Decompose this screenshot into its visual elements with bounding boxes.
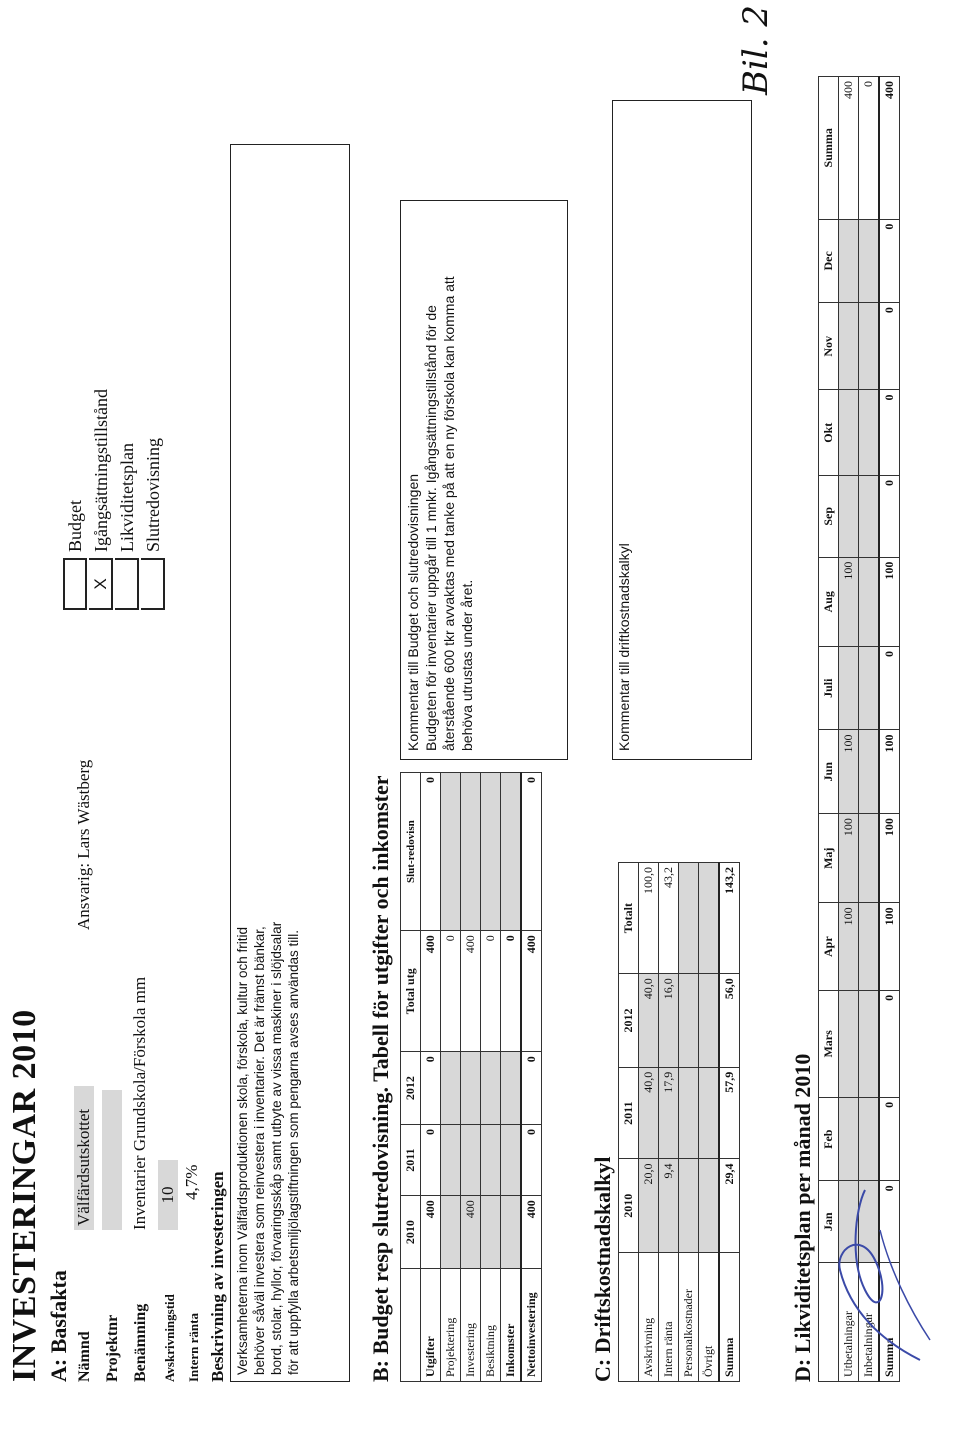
check-likviditetsplan[interactable] [114, 389, 140, 610]
section-c-heading: C: Driftskostnadskalkyl [590, 1156, 615, 1382]
row-label: Inbetalningar [859, 1263, 880, 1382]
column-header: 2011 [401, 1124, 421, 1195]
table-cell: 0 [879, 390, 900, 476]
namnd-label: Nämnd [76, 1331, 93, 1382]
table-cell: 100 [839, 557, 859, 646]
table-cell: 100 [879, 730, 900, 814]
table-cell: 0 [879, 1097, 900, 1181]
table-cell [481, 1124, 501, 1195]
table-cell [679, 863, 699, 974]
column-header: Total utg [401, 931, 421, 1052]
column-header: Juli [819, 646, 839, 730]
table-cell [839, 219, 859, 302]
table-cell: 400 [521, 1196, 542, 1269]
table-cell: 0 [441, 931, 461, 1052]
check-label: Likviditetsplan [116, 443, 137, 552]
beskrivning-heading: Beskrivning av investeringen [208, 1171, 227, 1382]
table-cell [501, 1052, 522, 1125]
checkbox[interactable]: X [89, 558, 113, 610]
row-label: Projektering [441, 1269, 461, 1382]
table-row [639, 863, 659, 1382]
table-cell: 143,2 [719, 863, 740, 974]
table-cell [859, 730, 880, 814]
table-cell [859, 219, 880, 302]
table-cell [839, 390, 859, 476]
table-cell [859, 390, 880, 476]
beskrivning-line: för att uppfylla arbetsmiljölagstiftningen som pengarna avses användas till. [286, 930, 301, 1375]
column-header [619, 1253, 639, 1382]
column-header: Slut-redovisn [401, 773, 421, 931]
table-cell [481, 1196, 501, 1269]
table-cell [699, 1159, 720, 1253]
table-cell: 40,0 [639, 1067, 659, 1159]
table-cell: 57,9 [719, 1067, 740, 1159]
column-header: Totalt [619, 863, 639, 974]
table-cell [839, 990, 859, 1097]
table-row [659, 863, 679, 1382]
table-cell: 0 [879, 303, 900, 390]
beskrivning-line: behöver såväl investera som reinvestera i inventarier. Det är främst bänkar, [252, 926, 267, 1375]
check-igangsattningstillstand[interactable] [88, 389, 114, 610]
column-header: Apr [819, 903, 839, 990]
row-label: Avskrivning [639, 1253, 659, 1382]
comment-heading: Kommentar till Budget och slutredovisningen [405, 473, 421, 751]
table-cell: 0 [879, 646, 900, 730]
budget-comment-box [400, 200, 568, 760]
table-row [719, 863, 740, 1382]
table-cell: 400 [839, 77, 859, 220]
table-cell: 0 [501, 931, 522, 1052]
table-cell: 400 [461, 1196, 481, 1269]
check-label: Igångsättningstillstånd [90, 389, 111, 552]
intern-ranta-value: 4,7% [182, 1164, 201, 1200]
row-label: Summa [719, 1253, 740, 1382]
table-cell: 0 [521, 1124, 542, 1195]
table-cell: 0 [421, 1052, 441, 1125]
row-label: Utgifter [421, 1269, 441, 1382]
table-cell [859, 557, 880, 646]
table-cell [699, 1067, 720, 1159]
check-label: Slutredovisning [142, 437, 163, 552]
table-cell: 40,0 [639, 974, 659, 1068]
table-cell: 100 [879, 903, 900, 990]
table-cell [481, 1052, 501, 1125]
table-row [421, 773, 441, 1382]
table-cell: 100 [839, 814, 859, 903]
column-header: 2011 [619, 1067, 639, 1159]
table-cell [859, 646, 880, 730]
row-label: Besiktning [481, 1269, 501, 1382]
column-header: Jan [819, 1181, 839, 1263]
check-label: Budget [64, 500, 85, 552]
table-cell: 0 [481, 931, 501, 1052]
benamning-label: Benämning [132, 1303, 149, 1382]
table-cell: 0 [521, 1052, 542, 1125]
table-cell: 0 [521, 773, 542, 931]
table-cell [501, 1124, 522, 1195]
projektnr-value [102, 1090, 122, 1230]
table-cell [859, 903, 880, 990]
driftskostnad-comment-box [612, 100, 752, 760]
row-label: Utbetalningar [839, 1263, 859, 1382]
table-cell [481, 773, 501, 931]
table-cell [441, 1124, 461, 1195]
beskrivning-line: bord, stolar, hyllor, förvaringsskåp samt utbyte av vissa maskiner i slöjdsalar [269, 921, 284, 1375]
table-cell: 100 [879, 814, 900, 903]
table-cell [679, 974, 699, 1068]
status-checklist [62, 389, 166, 610]
table-cell [441, 773, 461, 931]
table-cell: 400 [421, 1196, 441, 1269]
column-header: Maj [819, 814, 839, 903]
table-cell [859, 303, 880, 390]
row-label: Personalkostnader [679, 1253, 699, 1382]
table-cell: 100 [839, 903, 859, 990]
projektnr-label: Projektnr [104, 1314, 121, 1382]
table-cell: 17,9 [659, 1067, 679, 1159]
comment-heading: Kommentar till driftkostnadskalkyl [616, 543, 632, 751]
table-cell [441, 1052, 461, 1125]
table-cell [859, 476, 880, 558]
check-slutredovisning[interactable] [140, 389, 166, 610]
table-cell: 0 [879, 990, 900, 1097]
intern-ranta-label: Intern ränta [186, 1313, 201, 1382]
section-b-heading: B: Budget resp slutredovisning. Tabell för utgifter och inkomster [368, 775, 393, 1382]
column-header: 2012 [619, 974, 639, 1068]
table-cell [501, 1196, 522, 1269]
table-cell: 0 [879, 219, 900, 302]
table-cell: 0 [421, 1124, 441, 1195]
comment-line: återstående 600 tkr avvaktas med tanke på att en ny förskola kan komma att [441, 276, 457, 751]
table-row [461, 773, 481, 1382]
column-header: Nov [819, 303, 839, 390]
budget-table [400, 772, 542, 1382]
table-cell: 0 [421, 773, 441, 931]
section-d-heading: D: Likviditetsplan per månad 2010 [790, 1053, 815, 1382]
table-cell [699, 863, 720, 974]
comment-line: behöva utrustas under året. [459, 579, 475, 751]
checkbox[interactable] [63, 558, 87, 610]
table-cell: 400 [879, 77, 900, 220]
table-cell [839, 303, 859, 390]
driftskostnad-table [618, 862, 740, 1382]
table-cell [839, 646, 859, 730]
column-header: Okt [819, 390, 839, 476]
column-header: Summa [819, 77, 839, 220]
column-header: Aug [819, 557, 839, 646]
check-budget[interactable] [62, 389, 88, 610]
column-header: 2012 [401, 1052, 421, 1125]
row-label: Nettoinvestering [521, 1269, 542, 1382]
table-cell [839, 476, 859, 558]
table-cell [859, 814, 880, 903]
column-header: Jun [819, 730, 839, 814]
signature-scribble [820, 1180, 940, 1380]
table-cell: 20,0 [639, 1159, 659, 1253]
table-cell: 0 [859, 77, 880, 220]
comment-line: Budgeten för inventarier uppgår till 1 mnkr. Igångsättningstillstånd för de [423, 305, 439, 751]
column-header: Feb [819, 1097, 839, 1181]
table-cell [461, 773, 481, 931]
handwritten-note: Bil. 2 [736, 5, 776, 95]
table-cell: 100,0 [639, 863, 659, 974]
row-label: Investering [461, 1269, 481, 1382]
checkbox[interactable] [141, 558, 165, 610]
table-cell: 0 [879, 1181, 900, 1263]
table-cell [441, 1196, 461, 1269]
table-cell [461, 1124, 481, 1195]
table-row [679, 863, 699, 1382]
row-label: Övrigt [699, 1253, 720, 1382]
row-label: Summa [879, 1263, 900, 1382]
table-cell: 100 [879, 557, 900, 646]
table-row [521, 773, 542, 1382]
beskrivning-line: Verksamheterna inom Välfärdsproduktionen skola, förskola, kultur och fritid [235, 927, 250, 1375]
table-cell [699, 974, 720, 1068]
avskrivningstid-value: 10 [158, 1160, 178, 1230]
checkbox[interactable] [115, 558, 139, 610]
column-header [401, 1269, 421, 1382]
table-row [441, 773, 461, 1382]
page-title: INVESTERINGAR 2010 [6, 1009, 43, 1382]
table-cell: 16,0 [659, 974, 679, 1068]
table-cell: 400 [521, 931, 542, 1052]
table-cell: 56,0 [719, 974, 740, 1068]
row-label: Intern ränta [659, 1253, 679, 1382]
row-label: Inkomster [501, 1269, 522, 1382]
table-cell [461, 1052, 481, 1125]
column-header: 2010 [401, 1196, 421, 1269]
table-cell: 43,2 [659, 863, 679, 974]
table-cell: 400 [421, 931, 441, 1052]
table-cell: 9,4 [659, 1159, 679, 1253]
table-cell [839, 1097, 859, 1181]
table-cell [501, 773, 522, 931]
table-cell [859, 990, 880, 1097]
table-cell [679, 1159, 699, 1253]
avskrivningstid-label: Avskrivningstid [162, 1294, 177, 1382]
table-cell: 29,4 [719, 1159, 740, 1253]
column-header: Dec [819, 219, 839, 302]
table-row [699, 863, 720, 1382]
namnd-value: Välfärdsutskottet [74, 1086, 94, 1230]
table-cell [679, 1067, 699, 1159]
table-cell: 400 [461, 931, 481, 1052]
table-cell: 0 [879, 476, 900, 558]
column-header: 2010 [619, 1159, 639, 1253]
benamning-value: Inventarier Grundskola/Förskola mm [130, 976, 149, 1230]
table-row [501, 773, 522, 1382]
section-a-heading: A: Basfakta [46, 1270, 71, 1382]
beskrivning-box [230, 144, 350, 1382]
column-header: Mars [819, 990, 839, 1097]
ansvarig-text: Ansvarig: Lars Wästberg [74, 759, 93, 930]
column-header: Sep [819, 476, 839, 558]
table-cell: 100 [839, 730, 859, 814]
table-row [481, 773, 501, 1382]
table-cell [859, 1097, 880, 1181]
